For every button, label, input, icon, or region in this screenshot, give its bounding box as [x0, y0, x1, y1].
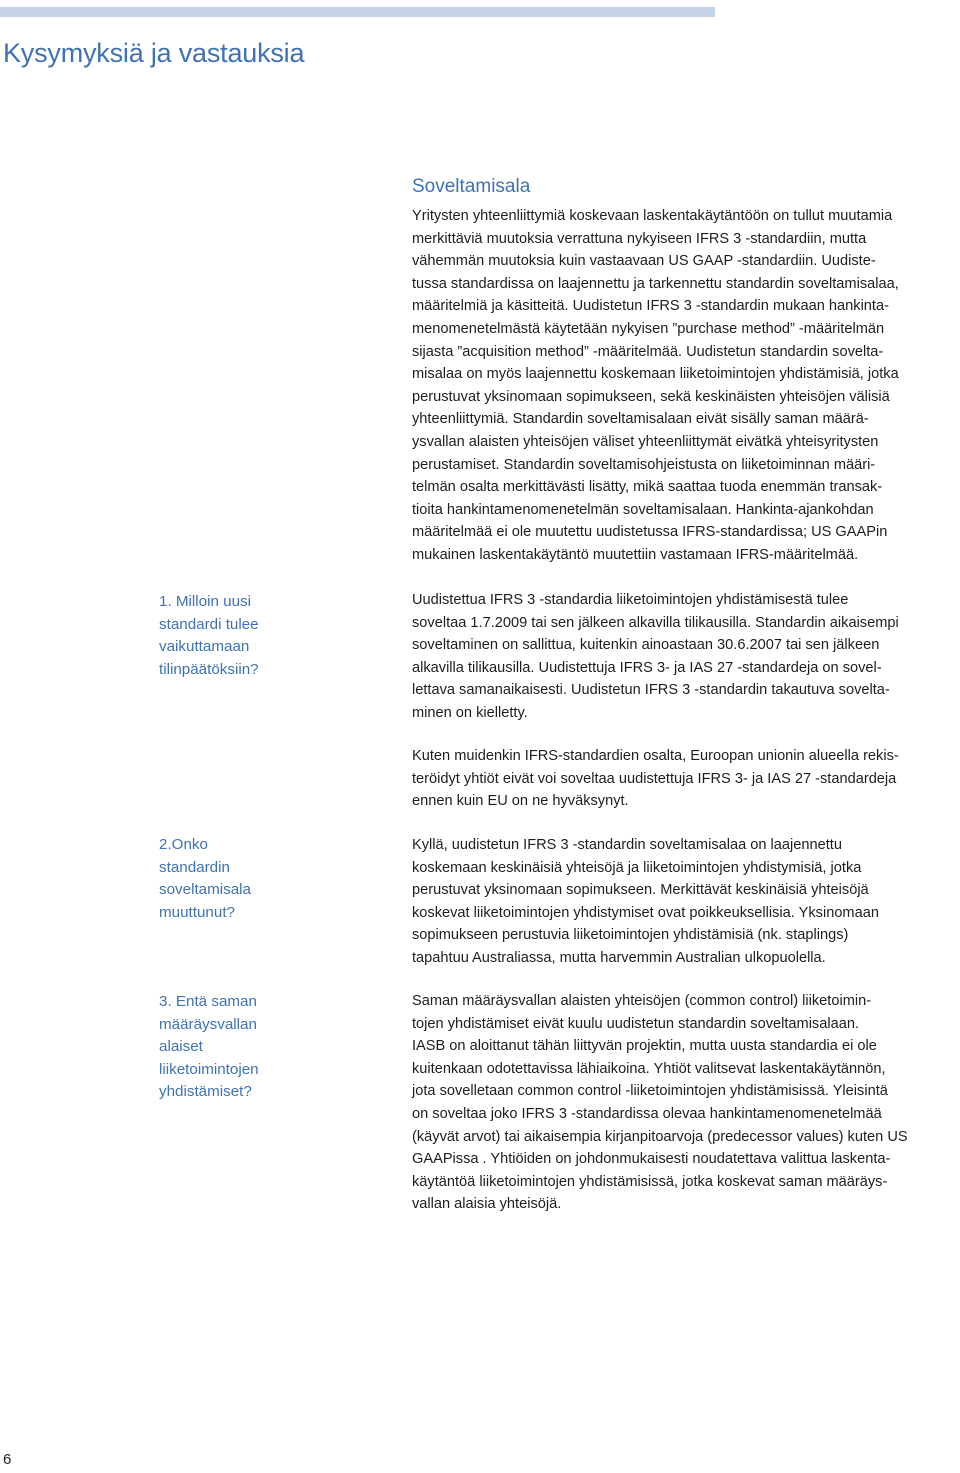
text-line: ysvallan alaisten yhteisöjen väliset yhteenliittymät eivätkä yhteisyritysten — [412, 433, 879, 450]
text-line: 1. Milloin uusi — [159, 593, 252, 610]
text-line: on soveltaa joko IFRS 3 -standardissa olevaa hankintamenomenetelmää — [412, 1105, 882, 1122]
text-line: tojen yhdistämiset eivät kuulu uudistetun standardin soveltamisalaan. — [412, 1015, 859, 1032]
text-line: tioita hankintamenomenetelmän soveltamisalaan. Hankinta-ajankohdan — [412, 501, 874, 518]
text-line: soveltaminen on sallittua, kuitenkin ainoastaan 30.6.2007 tai sen jälkeen — [412, 637, 880, 654]
question-1 — [159, 591, 289, 681]
text-line: perustuvat yksinomaan sopimukseen. Merkittävät keskinäisiä yhteisöjä — [412, 882, 869, 899]
question-2 — [159, 834, 289, 924]
text-line: (käyvät arvot) tai aikaisempia kirjanpitoarvoja (predecessor values) kuten US — [412, 1128, 908, 1145]
text-line: liiketoimintojen — [159, 1060, 259, 1078]
answer-1-continued — [412, 745, 960, 813]
text-line: yhteenliittymiä. Standardin soveltamisalaan eivät sisälly saman määrä- — [412, 411, 869, 428]
text-line: perustuvat yksinomaan sopimukseen, sekä keskinäisten yhteisöjen välisiä — [412, 388, 890, 405]
text-line: minen on kielletty. — [412, 704, 528, 721]
text-line: vaikuttamaan — [159, 638, 250, 656]
text-line: 3. Entä saman — [159, 993, 257, 1010]
text-line: Saman määräysvallan alaisten yhteisöjen (common control) liiketoimin- — [412, 993, 872, 1009]
text-line: teröidyt yhtiöt eivät voi soveltaa uudistettuja IFRS 3- ja IAS 27 -standardeja — [412, 770, 897, 787]
text-line: 2.Onko — [159, 836, 208, 853]
text-line: yhdistämiset? — [159, 1083, 252, 1101]
text-line: sijasta ”acquisition method” -määritelmää. Uudistetun standardin sovelta- — [412, 343, 884, 360]
text-line: sopimukseen perustuvia liiketoimintojen yhdistämisiä (nk. staplings) — [412, 927, 849, 944]
text-line: määritelmiä ja käsitteitä. Uudistetun IFRS 3 -standardin mukaan hankinta- — [412, 298, 889, 315]
text-line: vallan alaisia yhteisöjä. — [412, 1196, 562, 1213]
page-number: 6 — [3, 1451, 12, 1468]
page-title: Kysymyksiä ja vastauksia — [3, 38, 305, 68]
text-line: Kyllä, uudistetun IFRS 3 -standardin soveltamisalaa on laajennettu — [412, 837, 842, 853]
text-line: koskevat liiketoimintojen yhdistymiset ovat poikkeuksellisia. Yksinomaan — [412, 904, 879, 921]
text-line: muuttunut? — [159, 903, 235, 921]
top-accent-bar — [0, 7, 715, 17]
text-line: määräysvallan — [159, 1015, 257, 1033]
answer-1 — [412, 589, 960, 725]
text-line: käytäntöä liiketoimintojen yhdistämisissä, jotka koskevat saman määräys- — [412, 1173, 888, 1190]
text-line: ennen kuin EU on ne hyväksynyt. — [412, 793, 629, 810]
text-line: tilinpäätöksiin? — [159, 660, 259, 678]
text-line: alaiset — [159, 1038, 203, 1056]
text-line: koskemaan keskinäisiä yhteisöjä ja liiketoimintojen yhdistymisiä, jotka — [412, 859, 862, 876]
text-line: perustamiset. Standardin soveltamisohjeistusta on liiketoiminnan määri- — [412, 456, 876, 473]
text-line: standardin — [159, 858, 230, 876]
text-line: tussa standardissa on laajennettu ja tarkennettu standardin soveltamisalaa, — [412, 275, 899, 292]
text-line: lettava samanaikaisesti. Uudistetun IFRS 3 -standardin takautuva sovelta- — [412, 682, 890, 699]
text-line: standardi tulee — [159, 615, 259, 633]
section-heading: Soveltamisala — [412, 176, 531, 197]
text-line: mukainen laskentakäytäntö muutettiin vastamaan IFRS-määritelmää. — [412, 546, 859, 563]
text-line: soveltaa 1.7.2009 tai sen jälkeen alkavilla tilikausilla. Standardin aikaisempi — [412, 614, 899, 631]
text-line: IASB on aloittanut tähän liittyvän projektin, mutta uusta standardia ei ole — [412, 1038, 877, 1055]
text-line: Uudistettua IFRS 3 -standardia liiketoimintojen yhdistämisestä tulee — [412, 592, 849, 608]
text-line: Yritysten yhteenliittymiä koskevaan laskentakäytäntöön on tullut muutamia — [412, 208, 893, 224]
text-line: menomenetelmästä käytetään nykyisen ”purchase method” -määritelmän — [412, 320, 885, 337]
question-3 — [159, 991, 289, 1104]
text-line: määritelmää ei ole muutettu uudistetussa IFRS-standardissa; US GAAPin — [412, 524, 888, 541]
text-line: misalaa on myös laajennettu koskemaan liiketoimintojen yhdistämisiä, jotka — [412, 366, 899, 383]
text-line: vähemmän muutoksia kuin vastaavaan US GAAP -standardiin. Uudiste- — [412, 253, 876, 270]
text-line: merkittäviä muutoksia verrattuna nykyiseen IFRS 3 -standardiin, mutta — [412, 230, 867, 247]
text-line: GAAPissa . Yhtiöiden on johdonmukaisesti noudatettava valittua laskenta- — [412, 1151, 891, 1168]
answer-2 — [412, 834, 960, 970]
answer-3 — [412, 990, 960, 1216]
text-line: jota sovelletaan common control -liiketoimintojen yhdistämisissä. Yleisintä — [412, 1083, 888, 1100]
text-line: tapahtuu Australiassa, mutta harvemmin Australian ulkopuolella. — [412, 949, 826, 966]
text-line: Kuten muidenkin IFRS-standardien osalta, Euroopan unionin alueella rekis- — [412, 748, 899, 764]
text-line: alkavilla tilikausilla. Uudistettuja IFRS 3- ja IAS 27 -standardeja on sovel- — [412, 659, 882, 676]
text-line: telmän osalta merkittävästi lisätty, mikä saattaa tuoda enemmän transak- — [412, 479, 883, 496]
intro-paragraph — [412, 205, 960, 567]
text-line: soveltamisala — [159, 881, 252, 899]
text-line: kuitenkaan odotettavissa lähiaikoina. Yhtiöt valitsevat laskentakäytännön, — [412, 1060, 886, 1077]
